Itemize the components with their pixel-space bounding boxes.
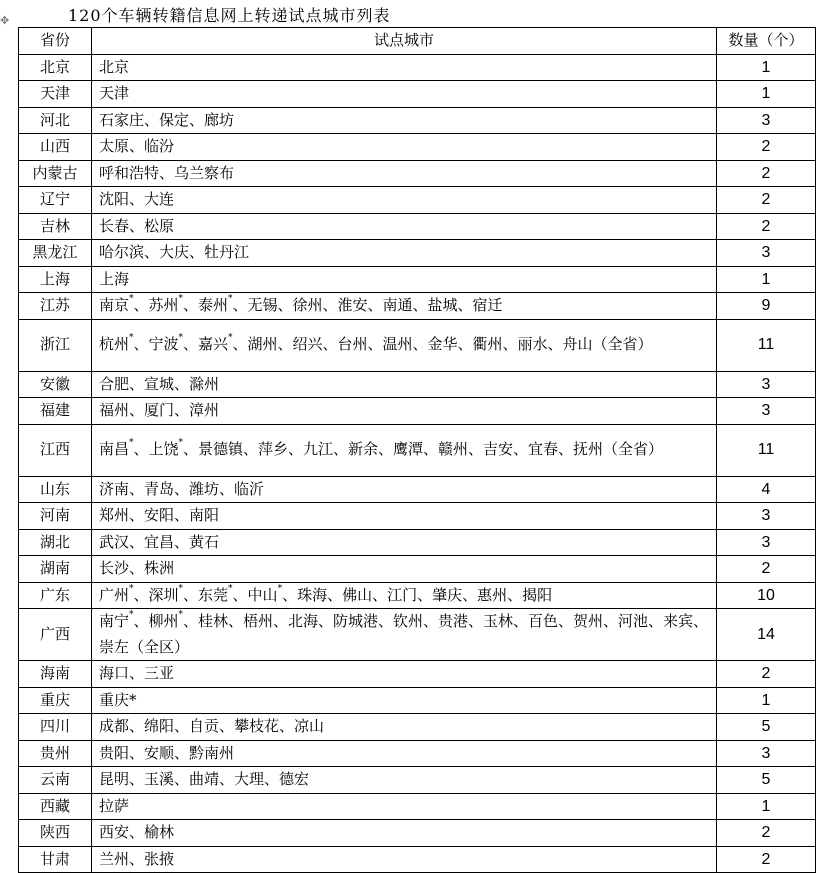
- pilot-marker: *: [129, 438, 134, 449]
- count-cell: 10: [717, 582, 816, 609]
- count-cell: 1: [717, 687, 816, 714]
- pilot-marker: *: [129, 294, 134, 304]
- count-cell: 2: [717, 213, 816, 240]
- province-cell: 河北: [19, 107, 92, 134]
- count-cell: 1: [717, 81, 816, 108]
- table-row: [19, 160, 816, 187]
- count-cell: 1: [717, 793, 816, 820]
- province-cell: 河南: [19, 503, 92, 530]
- pilot-marker: *: [277, 583, 283, 594]
- pilot-marker: *: [178, 583, 184, 594]
- cities-cell: 长沙、株洲: [92, 556, 717, 583]
- count-cell: 14: [717, 609, 816, 661]
- cities-cell: 哈尔滨、大庆、牡丹江: [92, 240, 717, 267]
- cities-cell: 西安、榆林: [92, 820, 717, 847]
- table-row: [19, 266, 816, 293]
- table-row: [19, 582, 816, 609]
- cities-cell: 福州、厦门、漳州: [92, 398, 717, 425]
- count-cell: 3: [717, 740, 816, 767]
- table-row: [19, 740, 816, 767]
- pilot-marker: *: [178, 610, 184, 620]
- count-cell: 5: [717, 767, 816, 794]
- table-row: [19, 187, 816, 214]
- pilot-marker: *: [178, 294, 184, 304]
- pilot-marker: *: [129, 610, 134, 620]
- page-title: 120个车辆转籍信息网上转递试点城市列表: [68, 6, 391, 25]
- table-move-handle-icon[interactable]: ✥: [0, 14, 10, 27]
- province-cell: 四川: [19, 714, 92, 741]
- cities-cell: 昆明、玉溪、曲靖、大理、德宏: [92, 767, 717, 794]
- province-cell: 湖北: [19, 529, 92, 556]
- count-cell: 11: [717, 319, 816, 371]
- cities-cell: 贵阳、安顺、黔南州: [92, 740, 717, 767]
- count-cell: 3: [717, 240, 816, 267]
- province-cell: 天津: [19, 81, 92, 108]
- province-cell: 福建: [19, 398, 92, 425]
- pilot-marker: *: [129, 583, 134, 594]
- table-row: [19, 767, 816, 794]
- province-cell: 安徽: [19, 371, 92, 398]
- province-cell: 黑龙江: [19, 240, 92, 267]
- province-cell: 贵州: [19, 740, 92, 767]
- count-cell: 3: [717, 503, 816, 530]
- table-row: [19, 661, 816, 688]
- province-cell: 北京: [19, 54, 92, 81]
- count-cell: 2: [717, 187, 816, 214]
- table-header-row: [19, 28, 816, 55]
- cities-cell: 天津: [92, 81, 717, 108]
- province-cell: 甘肃: [19, 846, 92, 873]
- table-row: [19, 81, 816, 108]
- table-row: [19, 213, 816, 240]
- province-cell: 湖南: [19, 556, 92, 583]
- table-row: [19, 609, 816, 661]
- province-cell: 重庆: [19, 687, 92, 714]
- province-cell: 吉林: [19, 213, 92, 240]
- count-cell: 2: [717, 661, 816, 688]
- cities-cell: 太原、临汾: [92, 134, 717, 161]
- count-cell: 1: [717, 266, 816, 293]
- count-cell: 11: [717, 424, 816, 476]
- cities-cell: 上海: [92, 266, 717, 293]
- cities-cell: 广州*、深圳*、东莞*、中山*、珠海、佛山、江门、肇庆、惠州、揭阳: [92, 582, 717, 609]
- province-cell: 广东: [19, 582, 92, 609]
- count-cell: 3: [717, 398, 816, 425]
- cities-cell: 郑州、安阳、南阳: [92, 503, 717, 530]
- cities-cell: 南宁*、柳州*、桂林、梧州、北海、防城港、钦州、贵港、玉林、百色、贺州、河池、来宾、崇左（全区）: [92, 609, 717, 661]
- table-row: [19, 820, 816, 847]
- cities-cell: 南昌*、上饶*、景德镇、萍乡、九江、新余、鹰潭、赣州、吉安、宜春、抚州（全省）: [92, 424, 717, 476]
- cities-cell: 北京: [92, 54, 717, 81]
- count-cell: 3: [717, 529, 816, 556]
- table-row: [19, 293, 816, 320]
- pilot-marker: *: [129, 333, 134, 344]
- count-cell: 3: [717, 371, 816, 398]
- cities-cell: 兰州、张掖: [92, 846, 717, 873]
- cities-cell: 重庆*: [92, 687, 717, 714]
- table-row: [19, 134, 816, 161]
- pilot-cities-table: [18, 27, 816, 873]
- table-row: [19, 398, 816, 425]
- pilot-marker: *: [228, 583, 233, 594]
- count-cell: 4: [717, 476, 816, 503]
- province-cell: 海南: [19, 661, 92, 688]
- header-count: 数量（个）: [717, 28, 816, 55]
- table-row: [19, 371, 816, 398]
- province-cell: 云南: [19, 767, 92, 794]
- header-province: 省份: [19, 28, 92, 55]
- table-row: [19, 424, 816, 476]
- cities-cell: 武汉、宜昌、黄石: [92, 529, 717, 556]
- province-cell: 广西: [19, 609, 92, 661]
- pilot-marker: *: [228, 333, 233, 344]
- table-row: [19, 529, 816, 556]
- cities-cell: 沈阳、大连: [92, 187, 717, 214]
- cities-cell: 拉萨: [92, 793, 717, 820]
- table-row: [19, 54, 816, 81]
- table-body: [19, 54, 816, 873]
- count-cell: 2: [717, 160, 816, 187]
- header-cities: 试点城市: [92, 28, 717, 55]
- count-cell: 2: [717, 846, 816, 873]
- province-cell: 西藏: [19, 793, 92, 820]
- cities-cell: 呼和浩特、乌兰察布: [92, 160, 717, 187]
- table-row: [19, 714, 816, 741]
- table-row: [19, 240, 816, 267]
- cities-cell: 杭州*、宁波*、嘉兴*、湖州、绍兴、台州、温州、金华、衢州、丽水、舟山（全省）: [92, 319, 717, 371]
- pilot-marker: *: [178, 333, 184, 344]
- table-row: [19, 319, 816, 371]
- count-cell: 3: [717, 107, 816, 134]
- province-cell: 江苏: [19, 293, 92, 320]
- count-cell: 9: [717, 293, 816, 320]
- table-row: [19, 107, 816, 134]
- count-cell: 2: [717, 820, 816, 847]
- province-cell: 内蒙古: [19, 160, 92, 187]
- table-row: [19, 793, 816, 820]
- count-cell: 2: [717, 556, 816, 583]
- province-cell: 上海: [19, 266, 92, 293]
- province-cell: 浙江: [19, 319, 92, 371]
- table-row: [19, 687, 816, 714]
- cities-cell: 石家庄、保定、廊坊: [92, 107, 717, 134]
- table-row: [19, 556, 816, 583]
- province-cell: 山东: [19, 476, 92, 503]
- pilot-marker: *: [178, 438, 184, 449]
- count-cell: 5: [717, 714, 816, 741]
- cities-cell: 南京*、苏州*、泰州*、无锡、徐州、淮安、南通、盐城、宿迁: [92, 293, 717, 320]
- cities-cell: 合肥、宣城、滁州: [92, 371, 717, 398]
- count-cell: 1: [717, 54, 816, 81]
- province-cell: 辽宁: [19, 187, 92, 214]
- pilot-marker: *: [228, 294, 233, 304]
- province-cell: 陕西: [19, 820, 92, 847]
- table-row: [19, 476, 816, 503]
- province-cell: 山西: [19, 134, 92, 161]
- province-cell: 江西: [19, 424, 92, 476]
- cities-cell: 海口、三亚: [92, 661, 717, 688]
- count-cell: 2: [717, 134, 816, 161]
- cities-cell: 长春、松原: [92, 213, 717, 240]
- cities-cell: 成都、绵阳、自贡、攀枝花、凉山: [92, 714, 717, 741]
- cities-cell: 济南、青岛、潍坊、临沂: [92, 476, 717, 503]
- table-row: [19, 503, 816, 530]
